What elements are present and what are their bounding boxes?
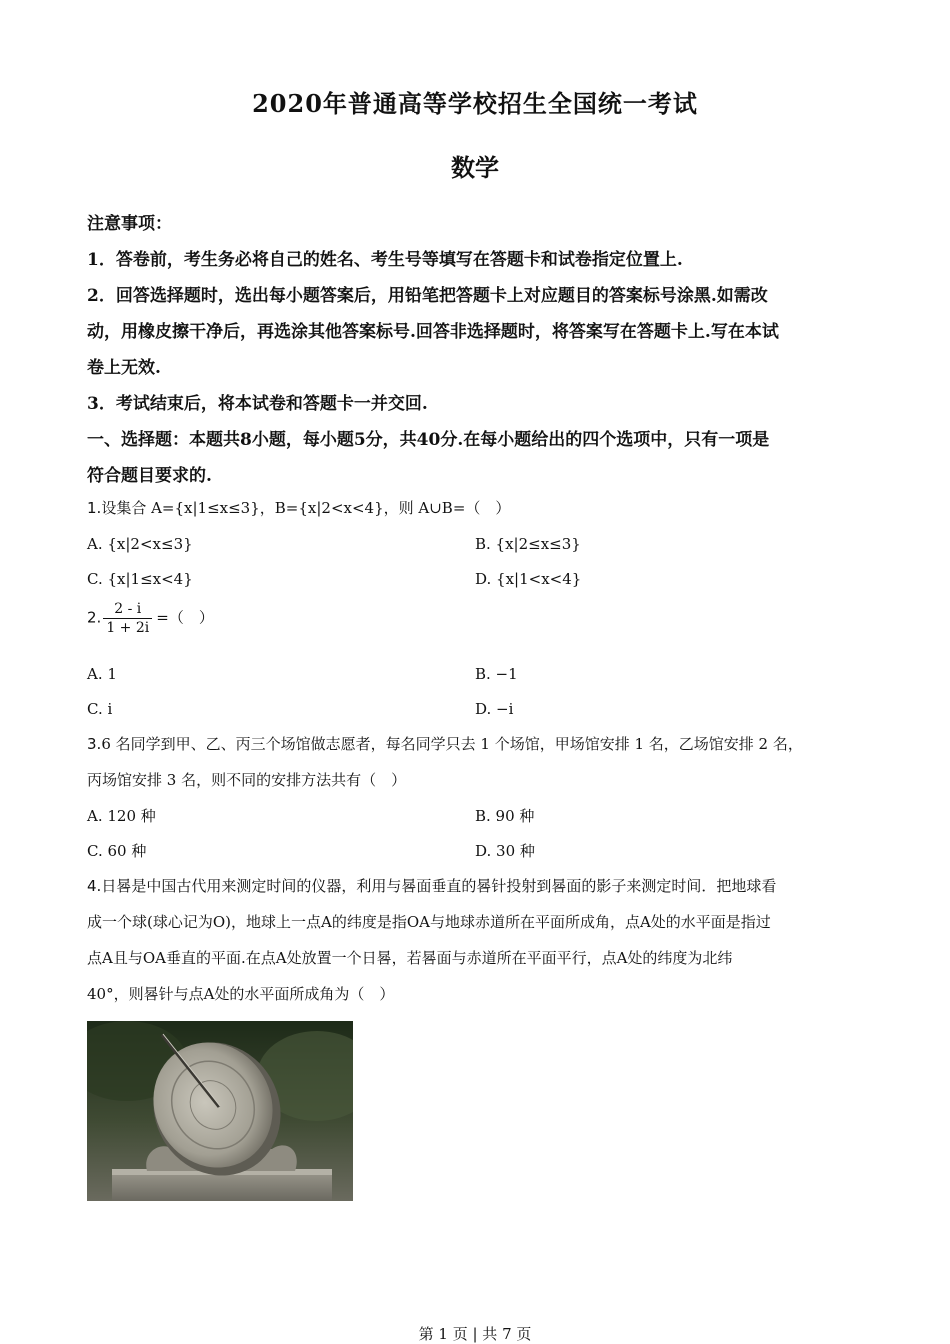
question-text-line: 点A且与OA垂直的平面.在点A处放置一个日晷，若晷面与赤道所在平面平行，点A处的纬度为北纬 — [87, 949, 733, 967]
question-4 — [87, 868, 867, 1012]
question-stem — [87, 490, 867, 526]
page-footer: 第 1 页 | 共 7 页 — [418, 1325, 532, 1343]
question-text-line: 成一个球(球心记为O)，地球上一点A的纬度是指OA与地球赤道所在平面所成角，点A处的水平面是指过 — [87, 913, 771, 931]
question-text: 6 名同学到甲、乙、丙三个场馆做志愿者，每名同学只去 1 个场馆，甲场馆安排 1 名，乙场馆安排 2 名， — [101, 735, 803, 753]
sundial-illustration — [87, 1021, 353, 1201]
notes-block — [87, 206, 867, 422]
option-b: B. 90 种 — [475, 807, 535, 825]
question-text: 设集合 A={x|1≤x≤3}，B={x|2<x<4}，则 A∪B=（ ） — [101, 499, 511, 517]
sundial-photo — [87, 1021, 353, 1201]
exam-title: 2020年普通高等学校招生全国统一考试 — [252, 89, 698, 118]
question-3 — [87, 726, 867, 798]
option-a: A. {x|2<x≤3} — [87, 535, 193, 553]
option-d: D. −i — [475, 700, 514, 718]
fraction-denominator: 1 + 2i — [106, 620, 150, 636]
question-number: 2. — [87, 608, 102, 627]
note-line: 卷上无效. — [87, 358, 161, 378]
fraction — [103, 600, 152, 637]
question-text: =（ ） — [156, 608, 214, 627]
notes-heading: 注意事项： — [87, 214, 172, 234]
option-d: D. {x|1<x<4} — [475, 570, 582, 588]
question-2 — [87, 600, 867, 637]
option-b: B. −1 — [475, 665, 518, 683]
question-text-line: 丙场馆安排 3 名，则不同的安排方法共有（ ） — [87, 771, 407, 789]
question-number: 1. — [87, 499, 102, 517]
question-1 — [87, 490, 867, 526]
question-stem — [87, 868, 867, 904]
question-number: 4. — [87, 877, 102, 895]
note-line: 3．考试结束后，将本试卷和答题卡一并交回. — [87, 394, 428, 414]
question-number: 3. — [87, 735, 102, 753]
option-c: C. {x|1≤x<4} — [87, 570, 193, 588]
option-d: D. 30 种 — [475, 842, 535, 860]
question-stem — [87, 600, 867, 637]
option-c: C. i — [87, 700, 113, 718]
section-heading — [87, 422, 867, 494]
question-text-line: 40°，则晷针与点A处的水平面所成角为（ ） — [87, 985, 395, 1003]
note-line: 2．回答选择题时，选出每小题答案后，用铅笔把答题卡上对应题目的答案标号涂黑.如需改 — [87, 286, 768, 306]
fraction-numerator: 2 - i — [103, 600, 152, 619]
option-b: B. {x|2≤x≤3} — [475, 535, 581, 553]
exam-subject: 数学 — [451, 153, 499, 182]
section-line: 符合题目要求的. — [87, 466, 212, 486]
option-c: C. 60 种 — [87, 842, 147, 860]
note-line: 动，用橡皮擦干净后，再选涂其他答案标号.回答非选择题时，将答案写在答题卡上.写在本试 — [87, 322, 779, 342]
question-text: 日晷是中国古代用来测定时间的仪器，利用与晷面垂直的晷针投射到晷面的影子来测定时间．把地球看 — [101, 877, 777, 895]
option-a: A. 1 — [87, 665, 117, 683]
question-stem — [87, 726, 867, 762]
option-a: A. 120 种 — [87, 807, 156, 825]
note-line: 1．答卷前，考生务必将自己的姓名、考生号等填写在答题卡和试卷指定位置上. — [87, 250, 683, 270]
section-line: 一、选择题：本题共8小题，每小题5分，共40分.在每小题给出的四个选项中，只有一项是 — [87, 430, 770, 450]
